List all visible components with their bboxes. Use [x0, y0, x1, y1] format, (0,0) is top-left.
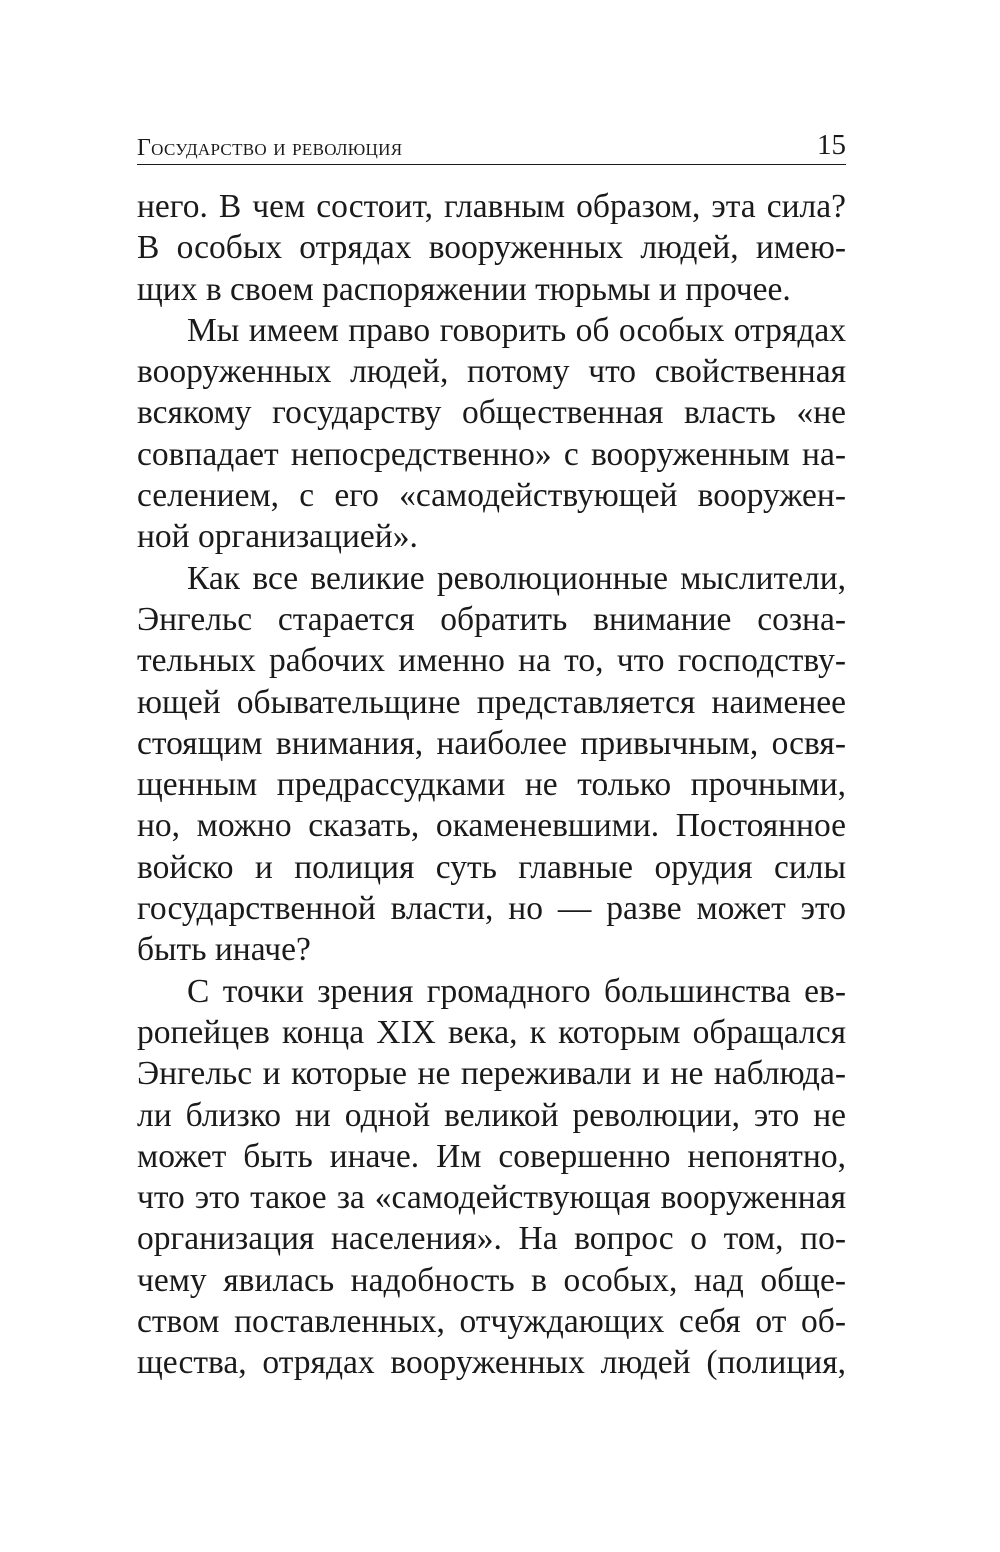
- text-line: Как все великие революционные мыслители,: [187, 559, 846, 597]
- text-line: Энгельс и которые не переживали и не наблюда-: [137, 1055, 846, 1093]
- text-line: щества, отрядах вооруженных людей (полиция,: [137, 1344, 846, 1382]
- text-line: но, можно сказать, окаменевшими. Постоянное: [137, 807, 846, 845]
- text-line: Мы имеем право говорить об особых отрядах: [187, 311, 846, 349]
- text-line: чему явилась надобность в особых, над обще-: [137, 1261, 846, 1299]
- paragraph: [137, 971, 846, 1384]
- paragraph: [137, 310, 846, 558]
- text-line: селением, с его «самодействующей вооружен-: [137, 477, 846, 515]
- page-number: 15: [817, 129, 846, 161]
- text-line: щенным предрассудками не только прочными,: [137, 766, 846, 804]
- text-line: государственной власти, но — разве может это: [137, 890, 846, 928]
- text-line: вооруженных людей, потому что свойственная: [137, 353, 846, 391]
- text-line: войско и полиция суть главные орудия силы: [137, 848, 846, 886]
- text-line: стоящим внимания, наиболее привычным, освя-: [137, 724, 846, 762]
- running-title: Государство и революция: [137, 135, 403, 161]
- text-line: ропейцев конца XIX века, к которым обращался: [137, 1013, 846, 1051]
- text-line: всякому государству общественная власть «не: [137, 394, 846, 432]
- text-line: ли близко ни одной великой революции, это не: [137, 1096, 846, 1134]
- text-line: тельных рабочих именно на то, что господству-: [137, 642, 846, 680]
- text-line: организация населения». На вопрос о том, по-: [137, 1220, 846, 1258]
- text-line: быть иначе?: [137, 931, 311, 969]
- paragraph: [137, 558, 846, 971]
- paragraph: [137, 186, 846, 310]
- text-line: что это такое за «самодействующая вооруженная: [137, 1179, 846, 1217]
- text-line: может быть иначе. Им совершенно непонятно,: [137, 1137, 846, 1175]
- text-line: В особых отрядах вооруженных людей, имею-: [137, 229, 846, 267]
- running-header: [137, 128, 846, 164]
- text-line: ством поставленных, отчуждающих себя от об-: [137, 1303, 846, 1341]
- text-line: Энгельс старается обратить внимание созна-: [137, 600, 846, 638]
- text-line: ной организацией».: [137, 518, 418, 556]
- text-line: совпадает непосредственно» с вооруженным на-: [137, 435, 846, 473]
- header-rule: [137, 164, 846, 165]
- text-line: ющей обывательщине представляется наименее: [137, 683, 846, 721]
- text-line: С точки зрения громадного большинства ев-: [187, 972, 846, 1010]
- text-line: щих в своем распоряжении тюрьмы и прочее.: [137, 270, 791, 308]
- body-text: [137, 186, 846, 1384]
- text-line: него. В чем состоит, главным образом, эта сила?: [137, 188, 846, 225]
